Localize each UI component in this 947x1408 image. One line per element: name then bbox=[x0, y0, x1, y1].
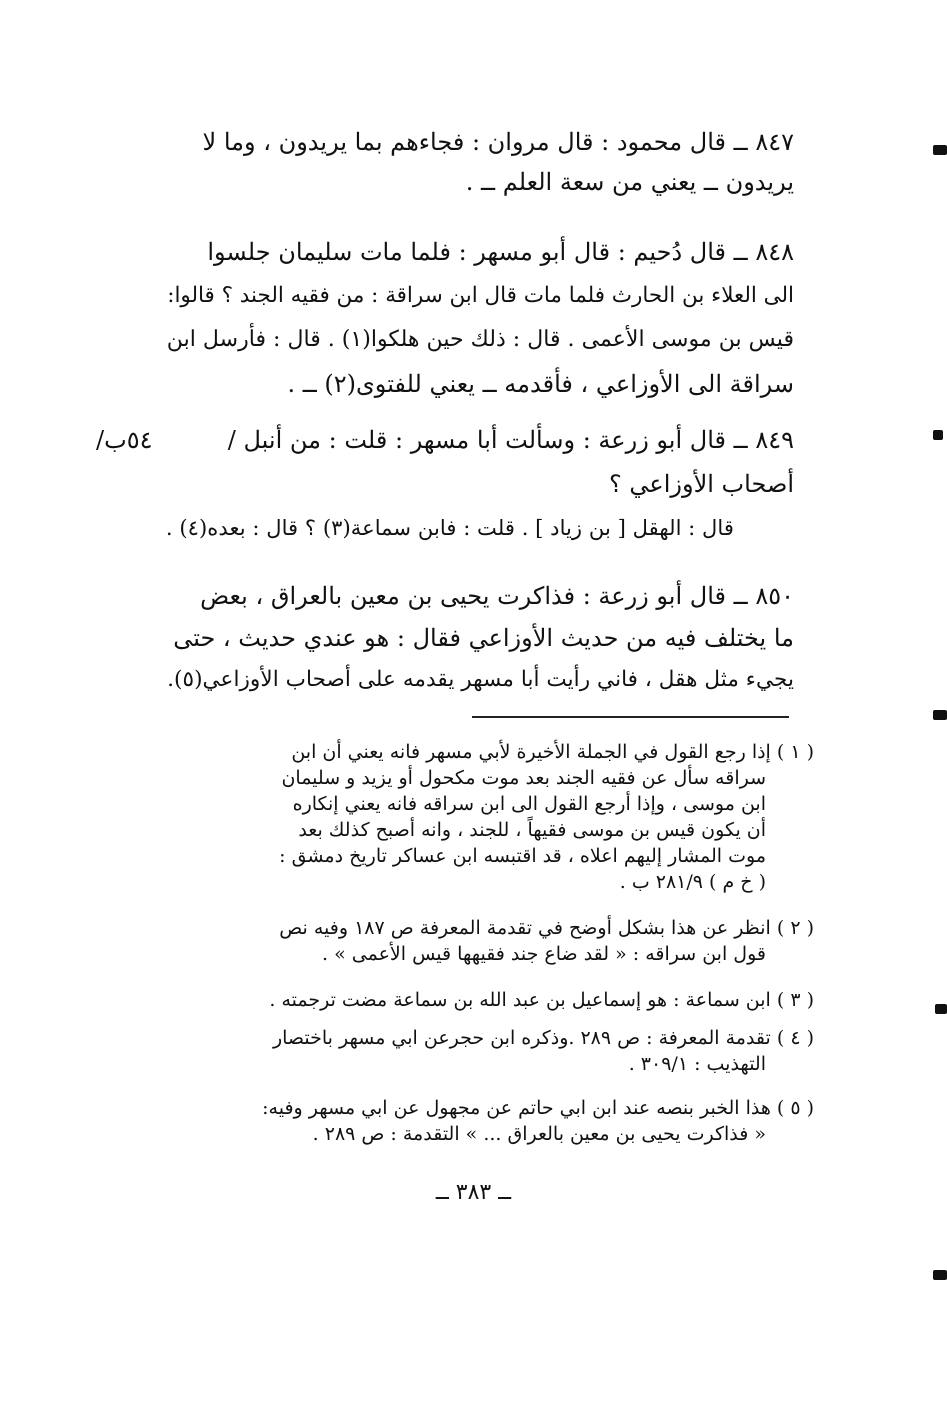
paragraph-848 bbox=[154, 232, 794, 398]
scan-edge-mark bbox=[933, 145, 947, 155]
text-line: ٨٤٩ ــ قال أبو زرعة : وسألت أبا مسهر : قلت : من أنبل / bbox=[227, 426, 794, 454]
footnote-line: ( ٣ ) ابن سماعة : هو إسماعيل بن عبد الله بن سماعة مضت ترجمته . bbox=[269, 989, 814, 1011]
footnote-line: « فذاكرت يحيى بن معين بالعراق ... » التقدمة : ص ٢٨٩ . bbox=[312, 1123, 766, 1145]
footnote-line: ( ٢ ) انظر عن هذا بشكل أوضح في تقدمة المعرفة ص ١٨٧ وفيه نص bbox=[279, 917, 814, 939]
scan-edge-mark bbox=[933, 710, 947, 720]
text-line: قيس بن موسى الأعمى . قال : ذلك حين هلكوا(١) . قال : فأرسل ابن bbox=[166, 327, 794, 352]
text-line: أصحاب الأوزاعي ؟ bbox=[609, 470, 794, 498]
footnote-line: ( ١ ) إذا رجع القول في الجملة الأخيرة لأبي مسهر فانه يعني أن ابن bbox=[291, 741, 814, 763]
scan-edge-mark bbox=[933, 1270, 947, 1280]
footnote-line: ( خ م ) ٢٨١/٩ ب . bbox=[619, 871, 766, 893]
text-line: قال : الهقل [ بن زياد ] . قلت : فابن سماعة(٣) ؟ قال : بعده(٤) . bbox=[165, 515, 734, 540]
footnote-line: ابن موسى ، وإذا أرجع القول الى ابن سراقه فانه يعني إنكاره bbox=[292, 793, 766, 815]
text-line: ٨٤٨ ــ قال دُحيم : قال أبو مسهر : فلما مات سليمان جلسوا bbox=[207, 238, 794, 266]
footnote-line: أن يكون قيس بن موسى فقيهاً ، للجند ، وانه أصبح كذلك بعد bbox=[298, 819, 766, 841]
text-line: الى العلاء بن الحارث فلما مات قال ابن سراقة : من فقيه الجند ؟ قالوا: bbox=[167, 283, 794, 308]
footnote-line: ( ٤ ) تقدمة المعرفة : ص ٢٨٩ .وذكره ابن حجرعن ابي مسهر باختصار bbox=[272, 1027, 814, 1049]
paragraph-849 bbox=[154, 420, 794, 550]
paragraph-847 bbox=[154, 122, 794, 202]
footnote-line: موت المشار إليهم اعلاه ، قد اقتبسه ابن عساكر تاريخ دمشق : bbox=[279, 845, 766, 867]
footnote-line: ( ٥ ) هذا الخبر بنصه عند ابن ابي حاتم عن مجهول عن ابي مسهر وفيه: bbox=[262, 1097, 814, 1119]
text-line: يريدون ــ يعني من سعة العلم ــ . bbox=[465, 168, 794, 196]
text-line: يجيء مثل هقل ، فاني رأيت أبا مسهر يقدمه على أصحاب الأوزاعي(٥). bbox=[167, 667, 794, 692]
footnote-line: التهذيب : ٣٠٩/١ . bbox=[628, 1053, 766, 1075]
footnote-2 bbox=[154, 914, 814, 974]
footnote-4 bbox=[154, 1024, 814, 1084]
text-line: ٨٥٠ ــ قال أبو زرعة : فذاكرت يحيى بن معين بالعراق ، بعض bbox=[200, 582, 794, 610]
text-line: ما يختلف فيه من حديث الأوزاعي فقال : هو عندي حديث ، حتى bbox=[173, 624, 794, 652]
footnote-3 bbox=[154, 986, 814, 1016]
manuscript-folio-mark: /٥٤ب bbox=[96, 426, 153, 454]
text-line: ٨٤٧ ــ قال محمود : قال مروان : فجاءهم بما يريدون ، وما لا bbox=[202, 128, 794, 156]
paragraph-850 bbox=[154, 576, 794, 706]
footnote-5 bbox=[154, 1094, 814, 1154]
footnote-line: قول ابن سراقه : « لقد ضاع جند فقيهها قيس الأعمى » . bbox=[322, 943, 766, 965]
scan-edge-mark bbox=[935, 1004, 947, 1014]
text-line: سراقة الى الأوزاعي ، فأقدمه ــ يعني للفتوى(٢) ــ . bbox=[287, 370, 794, 398]
footnote-line: سراقه سأل عن فقيه الجند بعد موت مكحول أو يزيد و سليمان bbox=[281, 767, 766, 789]
footnote-separator bbox=[472, 716, 789, 718]
footnote-1 bbox=[154, 738, 814, 908]
scan-edge-mark bbox=[933, 430, 943, 440]
page-number: ــ ٣٨٣ ــ bbox=[435, 1180, 512, 1205]
